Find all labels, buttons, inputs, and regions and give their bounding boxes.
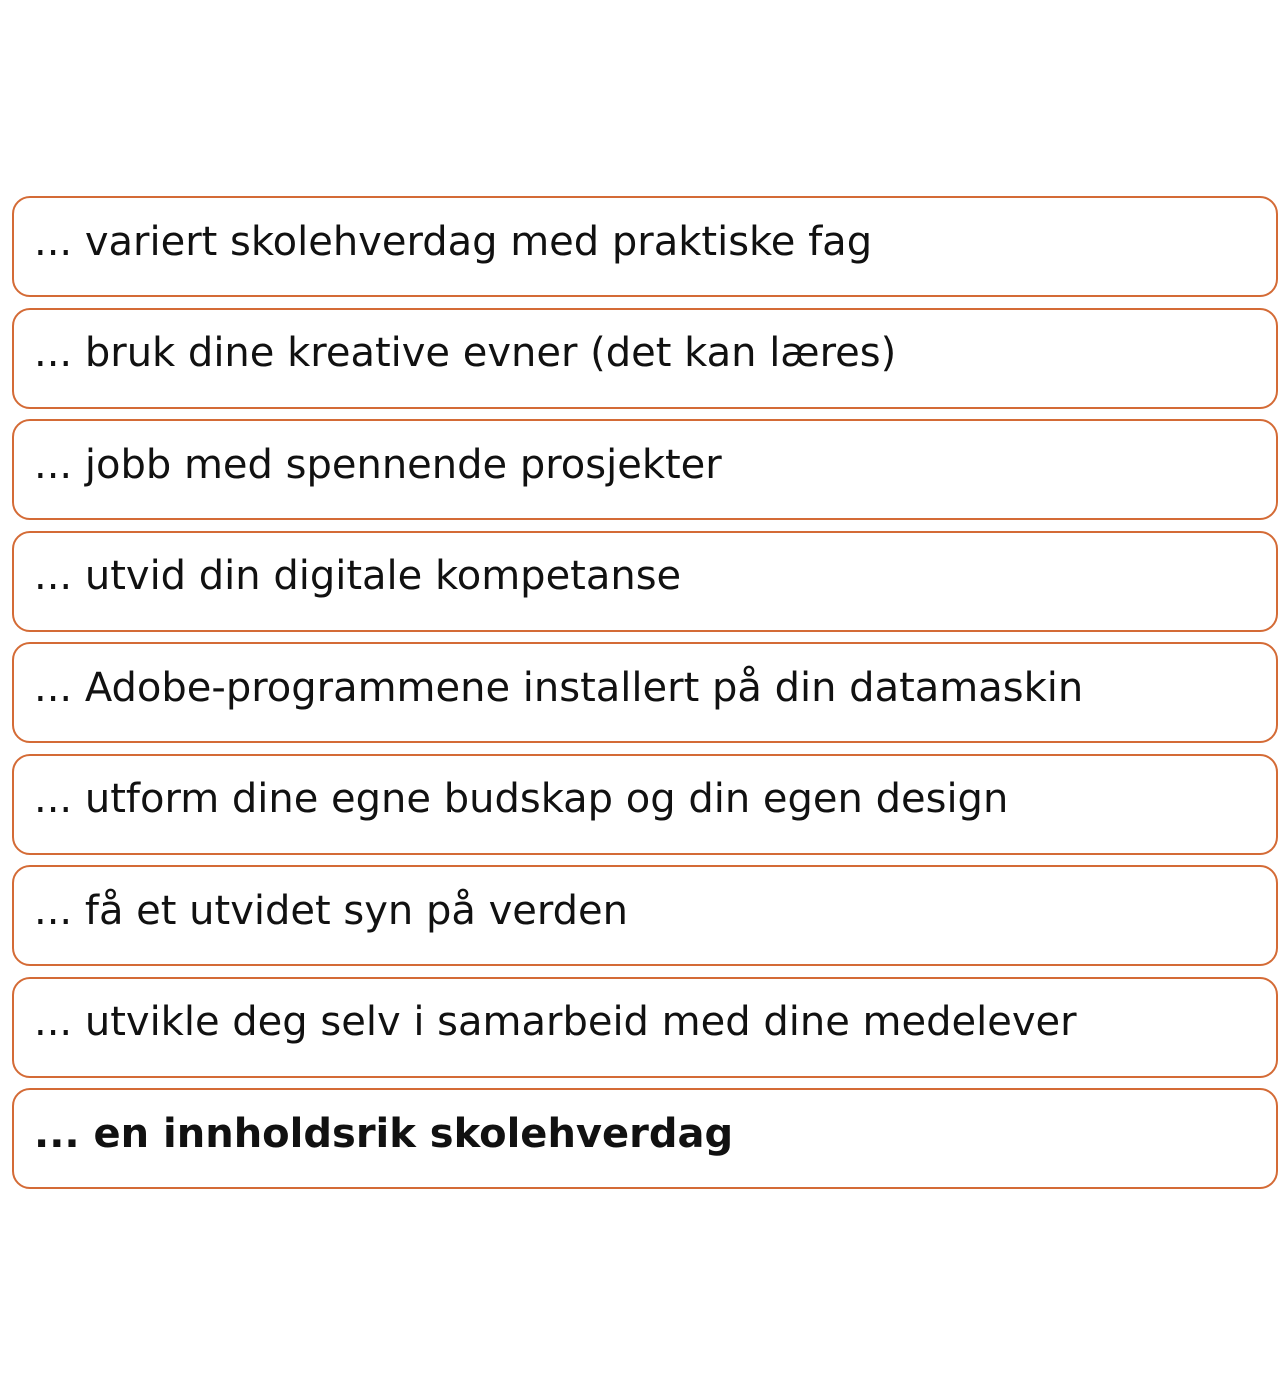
list-item — [12, 531, 1278, 632]
list-item-text: ... jobb med spennende prosjekter — [34, 441, 722, 488]
list-item-text: ... variert skolehverdag med praktiske fag — [34, 218, 873, 265]
list-item — [12, 419, 1278, 520]
list-item-text: ... bruk dine kreative evner (det kan læres) — [34, 330, 897, 376]
list-item-text: ... Adobe-programmene installert på din datamaskin — [34, 664, 1084, 711]
list-item — [12, 642, 1278, 743]
list-item — [12, 977, 1278, 1078]
list-item — [12, 865, 1278, 966]
list-item — [12, 308, 1278, 409]
list-item-text: ... utform dine egne budskap og din egen design — [34, 776, 1009, 822]
list-item — [12, 196, 1278, 297]
list-item-summary — [12, 1088, 1278, 1189]
list-item-text: ... utvikle deg selv i samarbeid med dine medelever — [34, 999, 1077, 1045]
list-item-text: ... utvid din digitale kompetanse — [34, 553, 682, 599]
benefit-list — [12, 196, 1278, 1200]
list-item-text: ... få et utvidet syn på verden — [34, 887, 628, 934]
list-item-text: ... en innholdsrik skolehverdag — [34, 1110, 734, 1157]
list-item — [12, 754, 1278, 855]
